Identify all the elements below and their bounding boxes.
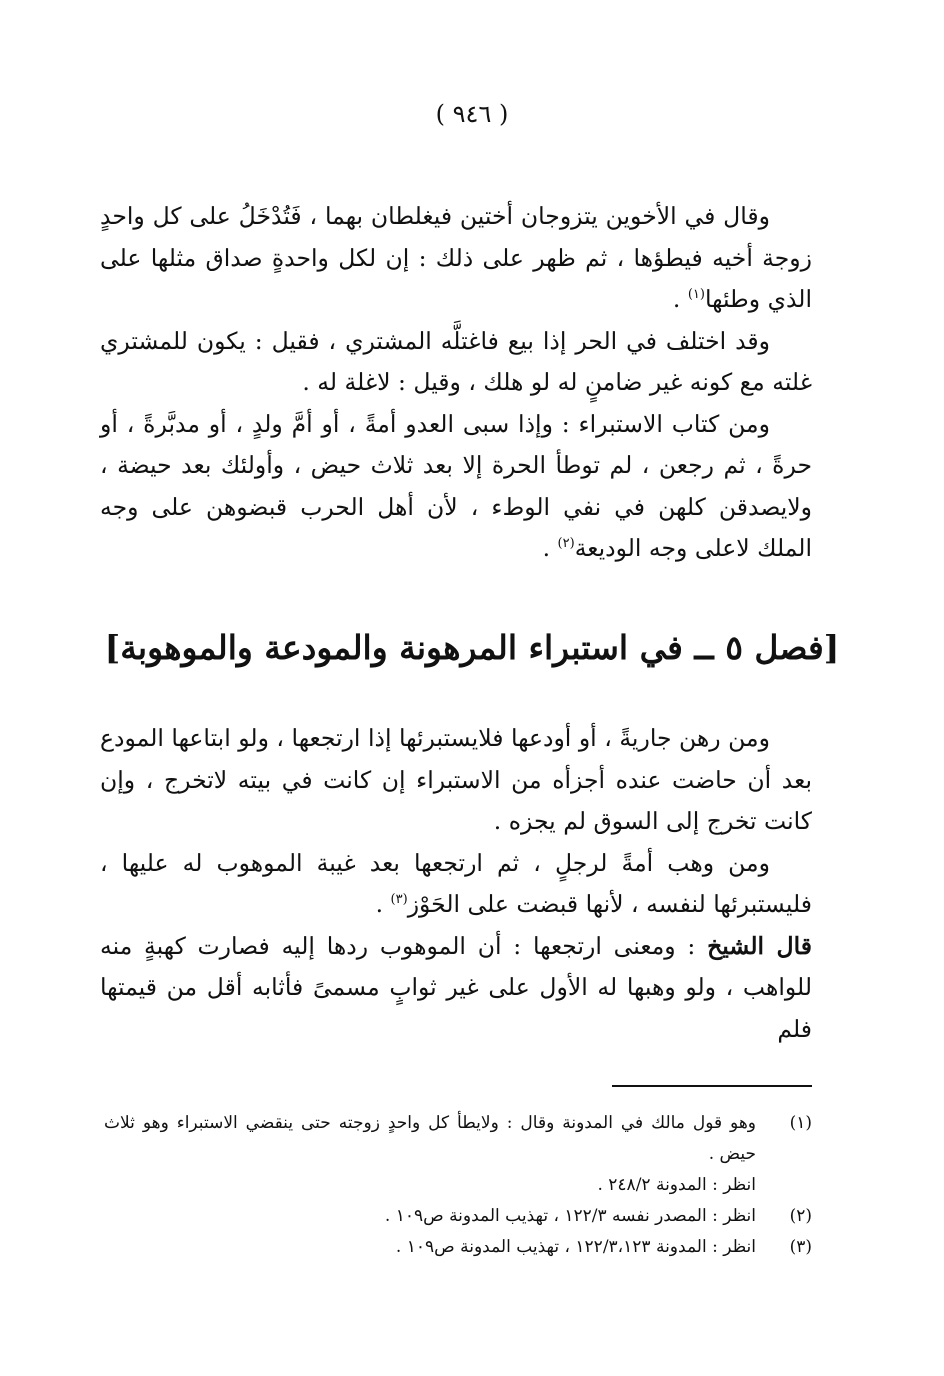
footnote: [104, 1201, 812, 1232]
paragraph: ومن كتاب الاستبراء : وإذا سبى العدو أمةً ، أو أمَّ ولدٍ ، أو مدبَّرةً ، أو حرةً ، ثم رجعن ، لم توطأ الحرة إلا بعد ثلاث حيض ، وأولئك بعد حيضة ، ولايصدقن كلهن في نفي الوطء ، لأن أهل الحرب قبضوهن على وجه الملك لاعلى وجه الوديعة$^{(٢)}$ .: [100, 409, 812, 562]
footnote: [104, 1108, 812, 1201]
paragraph: وقد اختلف في الحر إذا بيع فاغتلَّه المشتري ، فقيل : يكون للمشتري غلته مع كونه غير ضامنٍ له لو هلك ، وقيل : لاغلة له .: [100, 326, 812, 396]
footnote-text: وهو قول مالك في المدونة وقال : ولايطأ كل واحدٍ زوجته حتى ينقضي الاستبراء وهو ثلاث حيض .: [104, 1113, 756, 1164]
paragraph: وقال في الأخوين يتزوجان أختين فيغلطان بهما ، فَتُدْخَلُ على كل واحدٍ زوجة أخيه فيطؤها ، ثم ظهر على ذلك : إن لكل واحدةٍ صداق مثلها على الذي وطئها$^{(١)}$ .: [100, 202, 812, 313]
speaker-label: قال الشيخ: [707, 931, 812, 960]
footnote-text: انظر : المدونة ١٢٢/٣،١٢٣ ، تهذيب المدونة ص١٠٩ .: [395, 1237, 756, 1257]
footnote-number: (٣): [789, 1237, 812, 1257]
chapter-title: [فصل ٥ ــ في استبراء المرهونة والمودعة والموهوبة]: [104, 628, 840, 667]
body-text-chapter: [100, 718, 812, 1050]
footnote-text: انظر : المصدر نفسه ١٢٢/٣ ، تهذيب المدونة ص١٠٩ .: [384, 1206, 756, 1226]
footnote-number: (١): [789, 1113, 812, 1133]
footnote: [104, 1232, 812, 1263]
body-text-top: [100, 196, 812, 570]
footnotes: [104, 1108, 812, 1263]
footnote-divider: [612, 1085, 812, 1087]
paragraph: ومن رهن جاريةً ، أو أودعها فلايستبرئها إذا ارتجعها ، ولو ابتاعها المودع بعد أن حاضت عنده أجزأه من الاستبراء إن كانت في بيته لاتخرج ، وإن كانت تخرج إلى السوق لم يجزه .: [100, 724, 812, 835]
footnote-ref[interactable]: (٢): [557, 536, 575, 552]
paragraph: ومن وهب أمةً لرجلٍ ، ثم ارتجعها بعد غيبة الموهوب له عليها ، فليستبرئها لنفسه ، لأنها قبضت على الحَوْز$^{(٣)}$ .: [100, 848, 812, 918]
paragraph: قال الشيخ : ومعنى ارتجعها : أن الموهوب ردها إليه فصارت كهبةٍ منه للواهب ، ولو وهبها له الأول على غير ثوابٍ مسمىً فأثابه أقل من قيمتها فلم: [100, 931, 812, 1043]
footnote-number: (٢): [789, 1206, 812, 1226]
footnote-ref[interactable]: (١): [687, 287, 705, 303]
footnote-ref[interactable]: (٣): [390, 892, 408, 908]
footnote-text: انظر : المدونة ٢٤٨/٢ .: [597, 1175, 756, 1195]
page-number: ( ٩٤٦ ): [435, 100, 509, 128]
